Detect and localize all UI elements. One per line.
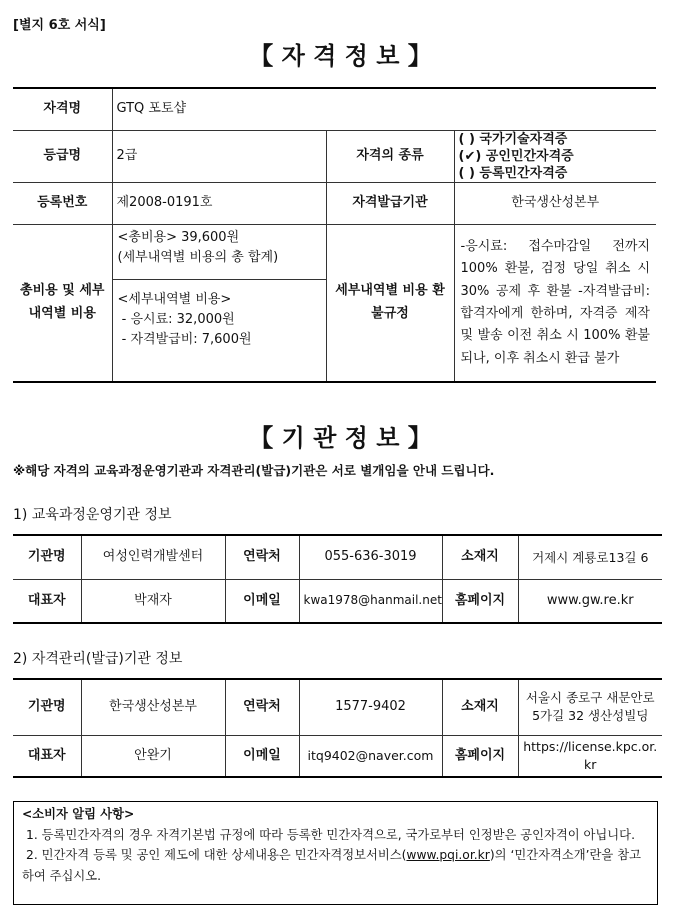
table-row xyxy=(13,735,662,777)
total-cost-note: (세부내역별 비용의 총 합계) xyxy=(117,250,279,266)
institution-section-title: 【 기 관 정 보 】 xyxy=(249,424,432,452)
edu-address-value: 거제시 계룡로13길 6 xyxy=(518,535,662,579)
refund-label: 세부내역별 비용 환불규정 xyxy=(326,224,454,382)
edu-contact-label: 연락처 xyxy=(225,535,299,579)
cost-label: 총비용 및 세부내역별 비용 xyxy=(13,224,112,382)
qualification-table xyxy=(13,87,656,383)
edu-contact-value: 055-636-3019 xyxy=(299,535,442,579)
issuer-value: 한국생산성본부 xyxy=(454,182,656,224)
registration-number-label: 등록번호 xyxy=(13,182,112,224)
edu-homepage-label: 홈페이지 xyxy=(442,579,518,623)
qualification-type-options xyxy=(454,130,656,182)
type-option-registered: ( ) 등록민간자격증 xyxy=(458,165,568,181)
edu-email-value: kwa1978@hanmail.net xyxy=(299,579,442,623)
consumer-notice-item-2-prefix: 2. 민간자격 등록 및 공인 제도에 대한 상세내용은 민간자격정보서비스( xyxy=(26,848,407,863)
registration-number-value: 제2008-0191호 xyxy=(112,182,326,224)
consumer-notice-title: <소비자 알림 사항> xyxy=(22,807,135,821)
edu-rep-label: 대표자 xyxy=(13,579,81,623)
mgmt-contact-label: 연락처 xyxy=(225,679,299,735)
table-row xyxy=(13,130,656,182)
edu-name-label: 기관명 xyxy=(13,535,81,579)
consumer-notice-item-2 xyxy=(22,845,649,886)
pqi-link[interactable]: www.pqi.or.kr xyxy=(406,848,490,863)
consumer-notice-item-2-suffix: )의 ‘민간자격소개’란을 참고하여 주십시오. xyxy=(22,848,641,883)
total-cost-line: <총비용> 39,600원 xyxy=(117,229,240,245)
edu-name-value: 여성인력개발센터 xyxy=(81,535,225,579)
mgmt-email-value: itq9402@naver.com xyxy=(299,735,442,777)
mgmt-rep-label: 대표자 xyxy=(13,735,81,777)
edu-email-label: 이메일 xyxy=(225,579,299,623)
mgmt-name-label: 기관명 xyxy=(13,679,81,735)
cost-detail-cell xyxy=(112,224,326,382)
mgmt-contact-value: 1577-9402 xyxy=(299,679,442,735)
education-org-table xyxy=(13,534,662,624)
detail-cost-title: <세부내역별 비용> xyxy=(117,291,232,307)
consumer-notice-item-1: 1. 등록민간자격의 경우 자격기본법 규정에 따라 등록한 민간자격으로, 국가로부터 인정받은 공인자격이 아닙니다. xyxy=(26,827,635,842)
table-row xyxy=(13,88,656,130)
table-row xyxy=(13,679,662,735)
edu-rep-value: 박재자 xyxy=(81,579,225,623)
type-option-national: ( ) 국가기술자격증 xyxy=(458,131,568,147)
mgmt-name-value: 한국생산성본부 xyxy=(81,679,225,735)
edu-address-label: 소재지 xyxy=(442,535,518,579)
qualification-section-title: 【 자 격 정 보 】 xyxy=(249,42,432,70)
table-row xyxy=(13,224,656,382)
grade-label: 등급명 xyxy=(13,130,112,182)
mgmt-email-label: 이메일 xyxy=(225,735,299,777)
table-row xyxy=(13,535,662,579)
qualification-name-value: GTQ 포토샵 xyxy=(112,88,656,130)
mgmt-address-value: 서울시 종로구 새문안로5가길 32 생산성빌딩 xyxy=(518,679,662,735)
table-row xyxy=(13,579,662,623)
edu-homepage-value: www.gw.re.kr xyxy=(518,579,662,623)
mgmt-rep-value: 안완기 xyxy=(81,735,225,777)
type-option-certified: (✔) 공인민간자격증 xyxy=(458,148,574,164)
issuer-label: 자격발급기관 xyxy=(326,182,454,224)
form-label: [별지 6호 서식] xyxy=(13,18,106,33)
management-org-heading: 2) 자격관리(발급)기관 정보 xyxy=(13,651,183,667)
education-org-heading: 1) 교육과정운영기관 정보 xyxy=(13,507,172,523)
detail-exam-fee: - 응시료: 32,000원 xyxy=(117,312,235,328)
mgmt-address-label: 소재지 xyxy=(442,679,518,735)
refund-policy-text: -응시료: 접수마감일 전까지 100% 환불, 검정 당일 취소 시 30% 공제 후 환불 -자격발급비:합격자에게 한하며, 자격증 제작 및 발송 이전 취소 시 100% 환불되나, 이후 취소시 환급 불가 xyxy=(454,224,656,382)
institution-notice: ※해당 자격의 교육과정운영기관과 자격관리(발급)기관은 서로 별개임을 안내 드립니다. xyxy=(13,463,495,478)
qualification-name-label: 자격명 xyxy=(13,88,112,130)
management-org-table xyxy=(13,678,662,778)
mgmt-homepage-label: 홈페이지 xyxy=(442,735,518,777)
detail-cost-box xyxy=(113,279,326,381)
grade-value: 2급 xyxy=(112,130,326,182)
table-row xyxy=(13,182,656,224)
consumer-notice-box xyxy=(13,801,658,905)
qualification-type-label: 자격의 종류 xyxy=(326,130,454,182)
total-cost-box xyxy=(113,225,326,279)
mgmt-homepage-value: https://license.kpc.or.kr xyxy=(518,735,662,777)
detail-issue-fee: - 자격발급비: 7,600원 xyxy=(117,332,252,348)
